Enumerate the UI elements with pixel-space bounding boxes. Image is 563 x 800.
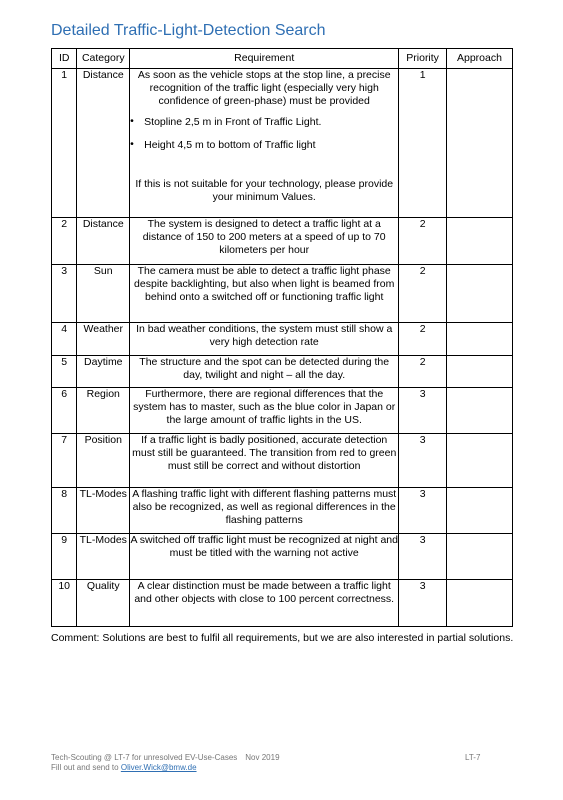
row-requirement: In bad weather conditions, the system must still show a very high detection rate (130, 323, 399, 356)
row-approach-field[interactable] (446, 356, 512, 388)
table-row (52, 69, 513, 218)
row-approach-field[interactable] (446, 388, 512, 434)
comment-text: Comment: Solutions are best to fulfil all requirements, but we are also interested in partial solutions. (51, 632, 514, 644)
row-approach-field[interactable] (446, 534, 512, 580)
row-priority: 3 (399, 388, 447, 434)
footer-source: Tech-Scouting @ LT-7 for unresolved EV-Use-Cases (51, 753, 238, 762)
row-priority: 2 (399, 356, 447, 388)
requirement-bullets (130, 116, 398, 152)
bullet-item: • Stopline 2,5 m in Front of Traffic Light. (130, 116, 398, 129)
row-approach-field[interactable] (446, 218, 512, 265)
row-category: Weather (77, 323, 130, 356)
bullet-item: • Height 4,5 m to bottom of Traffic light (130, 139, 398, 152)
row-priority: 2 (399, 218, 447, 265)
row-approach-field[interactable] (446, 323, 512, 356)
row-id: 10 (52, 580, 77, 627)
table-row (52, 534, 513, 580)
header-approach: Approach (446, 49, 512, 69)
row-priority: 2 (399, 323, 447, 356)
page-footer (51, 753, 280, 773)
row-approach-field[interactable] (446, 265, 512, 323)
row-approach-field[interactable] (446, 488, 512, 534)
row-requirement: A clear distinction must be made between a traffic light and other objects with close to 100 percent correctness. (130, 580, 399, 627)
table-header-row (52, 49, 513, 69)
row-requirement: The system is designed to detect a traffic light at a distance of 150 to 200 meters at a speed of up to 70 kilometers per hour (130, 218, 399, 265)
row-category: Quality (77, 580, 130, 627)
row-requirement (130, 69, 399, 218)
row-id: 9 (52, 534, 77, 580)
footer-send-prefix: Fill out and send to (51, 763, 119, 772)
header-requirement: Requirement (130, 49, 399, 69)
row-category: Distance (77, 69, 130, 218)
table-row (52, 323, 513, 356)
row-category: TL-Modes (77, 534, 130, 580)
row-category: Region (77, 388, 130, 434)
row-priority: 3 (399, 534, 447, 580)
table-row (52, 488, 513, 534)
row-approach-field[interactable] (446, 580, 512, 627)
table-row (52, 434, 513, 488)
row-requirement: Furthermore, there are regional differences that the system has to master, such as the blue color in Japan or the large amount of traffic lights in the US. (130, 388, 399, 434)
row-category: Sun (77, 265, 130, 323)
row-priority: 3 (399, 580, 447, 627)
requirement-note: If this is not suitable for your technology, please provide your minimum Values. (135, 178, 394, 203)
row-id: 1 (52, 69, 77, 218)
row-id: 6 (52, 388, 77, 434)
row-priority: 3 (399, 488, 447, 534)
row-id: 4 (52, 323, 77, 356)
row-id: 7 (52, 434, 77, 488)
footer-line-2 (51, 763, 280, 773)
row-priority: 2 (399, 265, 447, 323)
row-priority: 3 (399, 434, 447, 488)
row-approach-field[interactable] (446, 69, 512, 218)
row-category: TL-Modes (77, 488, 130, 534)
table-row (52, 218, 513, 265)
row-requirement: A switched off traffic light must be recognized at night and must be titled with the warning not active (130, 534, 399, 580)
row-category: Distance (77, 218, 130, 265)
row-approach-field[interactable] (446, 434, 512, 488)
requirements-table (51, 48, 513, 627)
page-title: Detailed Traffic-Light-Detection Search (51, 22, 326, 39)
footer-page-ref: LT-7 (465, 753, 481, 762)
table-row (52, 580, 513, 627)
row-id: 5 (52, 356, 77, 388)
row-id: 2 (52, 218, 77, 265)
row-category: Daytime (77, 356, 130, 388)
row-id: 3 (52, 265, 77, 323)
row-requirement: A flashing traffic light with different flashing patterns must also be recognized, as well as regional differences in the flashing patterns (130, 488, 399, 534)
row-id: 8 (52, 488, 77, 534)
row-requirement: The camera must be able to detect a traffic light phase despite backlighting, but also when light is beamed from behind onto a switched off or functioning traffic light (130, 265, 399, 323)
header-category: Category (77, 49, 130, 69)
table-row (52, 356, 513, 388)
footer-line-1 (51, 753, 280, 763)
row-requirement: If a traffic light is badly positioned, accurate detection must still be guaranteed. The transition from red to green must still be correct and without distortion (130, 434, 399, 488)
row-requirement: The structure and the spot can be detected during the day, twilight and night – all the day. (130, 356, 399, 388)
footer-date: Nov 2019 (245, 753, 280, 762)
header-priority: Priority (399, 49, 447, 69)
email-link[interactable]: Oliver.Wick@bmw.de (120, 763, 197, 772)
header-id: ID (52, 49, 77, 69)
table-row (52, 388, 513, 434)
requirement-text: As soon as the vehicle stops at the stop line, a precise recognition of the traffic light (especially very high confidence of green-phase) must be provided (137, 69, 391, 107)
row-category: Position (77, 434, 130, 488)
table-row (52, 265, 513, 323)
row-priority: 1 (399, 69, 447, 218)
